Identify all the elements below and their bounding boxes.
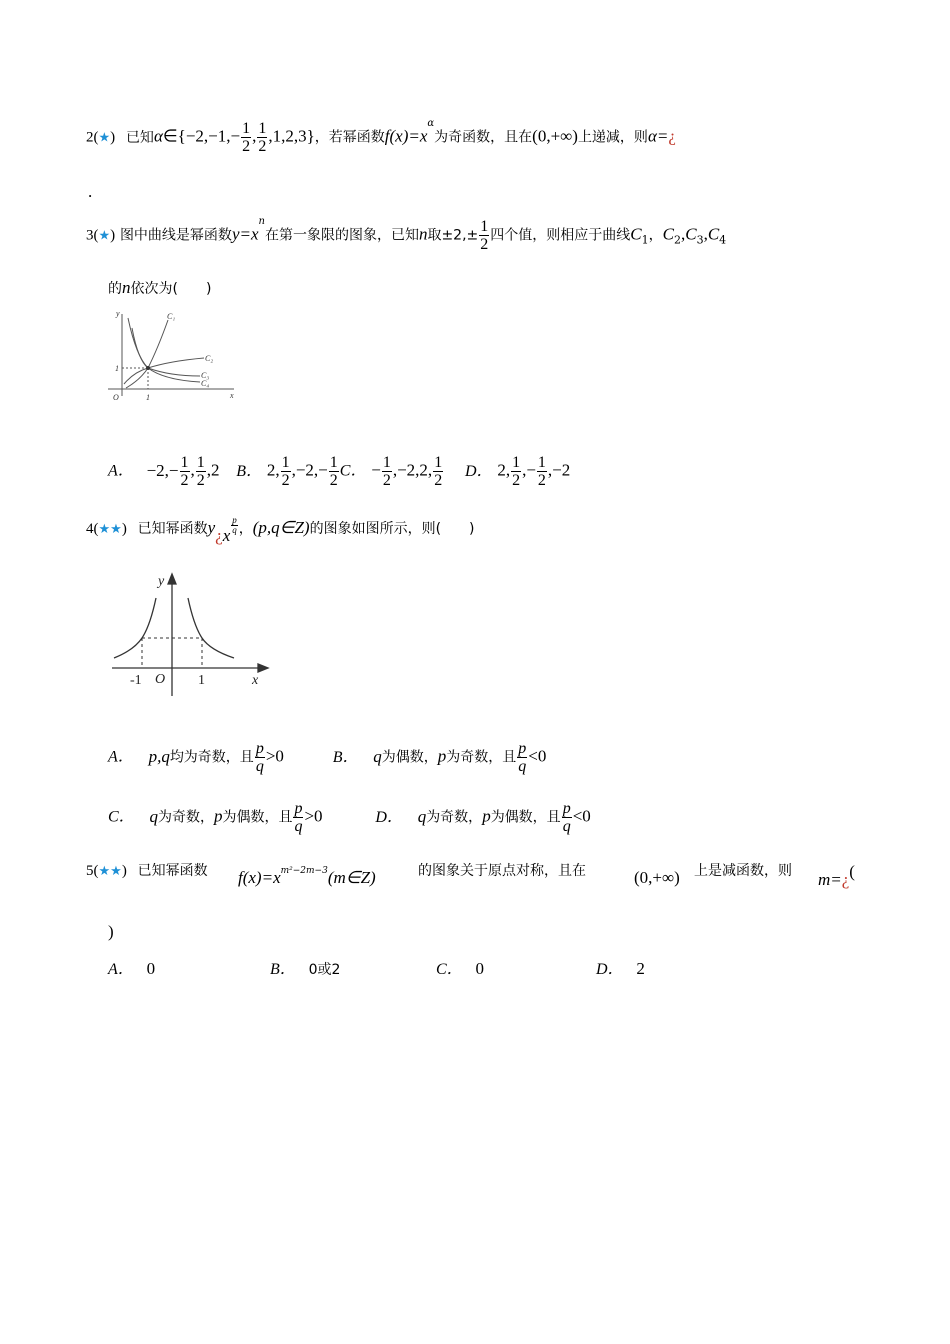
q4-difficulty-stars: ★★: [98, 522, 122, 537]
q3-line1: 3(★) 图中曲线是幂函数$y=x^n$在第一象限的图象，已知n取±2,± $\frac{1}{2}$ 四个值，则相应于曲线$C_1$，$C_2,C_3,C_4$: [86, 216, 727, 253]
q2-set-tail: ,1,2,3}: [268, 126, 315, 146]
q4-option-b-rel: <0: [528, 746, 547, 766]
q3-option-a-text1: −2,−: [146, 460, 179, 480]
q2-ask: α=: [647, 126, 669, 146]
q2-alpha: α: [153, 126, 163, 146]
q5-line1-interval: [634, 868, 680, 888]
q3-n: n: [418, 224, 428, 244]
q4-option-d-label: D．: [375, 808, 403, 826]
q5-number-close: ): [121, 863, 127, 879]
q3-option-b-frac1: $\frac{1}{2}$: [281, 454, 290, 489]
q4-number-close: ): [121, 521, 127, 537]
q2-set-start: ∈{−2,−1,−: [162, 126, 241, 146]
q3-graph-origin: O: [113, 393, 119, 402]
q3-graph: [100, 308, 240, 404]
q4-number: 4(: [86, 521, 99, 537]
q3-option-b-text1: 2,: [266, 460, 280, 480]
q3-fraction: $\frac{1}{2}$: [480, 218, 489, 253]
q4-option-c-q: q: [149, 806, 158, 826]
q2-text2: ，若幂函数: [314, 129, 385, 146]
q4-option-b-text1: 为偶数，: [381, 749, 438, 766]
q5-option-b-label: B．: [270, 961, 296, 978]
q3-option-b-frac2: $\frac{1}{2}$: [329, 454, 338, 489]
q5-number: 5(: [86, 863, 99, 879]
q4-option-d-rel: <0: [572, 806, 591, 826]
q5-line1-tail: [418, 860, 586, 880]
q3-option-d-text2: ,−: [522, 460, 536, 480]
q5-difficulty-stars: ★★: [98, 864, 122, 879]
q5-formula: [238, 868, 376, 888]
q3-text1: 图中曲线是幂函数: [119, 227, 232, 244]
q3-graph-x-label: x: [230, 391, 234, 400]
q5-option-d-value: 2: [636, 959, 645, 978]
q3-line2: [108, 278, 211, 298]
q4-option-c-rel: >0: [304, 806, 323, 826]
q3-graph-y-label: y: [116, 309, 120, 318]
q4-graph-neg-one: -1: [130, 673, 142, 688]
q4-option-a-rel: >0: [265, 746, 284, 766]
q5-line2: ): [108, 922, 114, 941]
q2-text4: 上递减，则: [577, 129, 648, 146]
q5-option-b: [270, 956, 340, 979]
q5-option-b-value: 0或2: [308, 962, 341, 978]
q5-line1-end: [694, 860, 792, 880]
q3-option-d-frac1: $\frac{1}{2}$: [512, 454, 521, 489]
q4-text2: 的图象如图所示，则( ): [309, 521, 475, 537]
q3-sep: ，: [648, 227, 663, 244]
q5-text3: 上是减函数，则: [694, 863, 792, 879]
q3-option-c-text2: ,−2,2,: [392, 460, 433, 480]
q4-sep: ，: [238, 521, 253, 537]
q4-option-b-text2: 为奇数，且: [446, 749, 517, 766]
q5-interval: (0,+∞): [634, 868, 680, 887]
q3-graph-one-y: 1: [115, 364, 119, 373]
q4-options-row2: [108, 800, 591, 835]
q3-c2: C: [662, 224, 674, 244]
q4-option-d-frac: $\frac{p}{q}$: [562, 800, 571, 835]
q5-function-exponent: m²−2m−3: [280, 866, 328, 876]
q5-ask: m=: [818, 870, 842, 889]
q4-option-a-label: A．: [108, 748, 134, 766]
q3-options: [108, 454, 570, 489]
q3-number-close: ): [110, 227, 116, 244]
q4-option-a-pq: p,q: [148, 746, 170, 766]
q3-text4: 四个值，则相应于曲线: [490, 227, 631, 244]
q3-function: y=x: [231, 224, 259, 244]
q3-option-c-frac1: $\frac{1}{2}$: [382, 454, 391, 489]
q4-option-a-text: 均为奇数，且: [169, 749, 254, 766]
q4-option-c-text1: 为奇数，: [157, 809, 214, 826]
q3-c3-sub: 3: [696, 233, 704, 247]
q5-option-a-value: 0: [146, 959, 156, 978]
q4-curve-left: [114, 598, 156, 658]
q4-option-d-q: q: [417, 806, 427, 826]
q5-function: f(x)=x: [238, 868, 281, 887]
q3-option-a-frac1: $\frac{1}{2}$: [180, 454, 189, 489]
q4-option-b-label: B．: [332, 748, 359, 766]
q4-graph-x-label: x: [252, 673, 259, 688]
q3-function-exponent: n: [258, 216, 265, 227]
q5-paren: (: [849, 862, 855, 881]
q3-option-a-text3: ,2: [206, 460, 220, 480]
q4-text1: 已知幂函数: [137, 521, 208, 537]
q3-graph-c4: C₄: [201, 379, 210, 388]
q4-graph-one: 1: [198, 673, 205, 688]
q4-condition: (p,q∈Z): [252, 518, 310, 537]
q3-option-c-frac2: $\frac{1}{2}$: [434, 454, 443, 489]
q4-curve-right: [188, 598, 234, 658]
q2-difficulty-stars: ★: [98, 130, 111, 146]
q2-comma: ,: [252, 126, 257, 146]
q3-number: 3(: [86, 227, 99, 244]
q4-option-d-text1: 为奇数，: [426, 809, 483, 826]
q3-line2-a: 的: [108, 281, 122, 297]
q3-text3: 取±2,±: [427, 227, 479, 244]
q4-option-b-q: q: [373, 746, 382, 766]
q4-x: x: [222, 526, 231, 545]
q3-difficulty-stars: ★: [98, 228, 111, 244]
q2-function-exponent: α: [427, 118, 435, 129]
q2-line1: [86, 120, 676, 155]
q3-line2-b: 依次为( ): [130, 281, 212, 297]
q5-line1-ask: [818, 862, 855, 890]
q5-option-d: [596, 956, 645, 979]
q5-line1: [86, 860, 208, 880]
q4-graph-origin: O: [155, 672, 166, 687]
q3-option-c-text1: −: [371, 460, 381, 480]
q2-number: 2(: [86, 129, 99, 146]
q4-exponent: $\frac{p}{q}$: [232, 514, 237, 535]
q2-fraction-1: $\frac{1}{2}$: [242, 120, 251, 155]
q4-option-c-label: C．: [108, 808, 135, 826]
q2-function: f(x)=x: [384, 126, 428, 146]
q3-text2: 在第一象限的图象，已知: [264, 227, 419, 244]
q5-condition: (m∈Z): [327, 868, 376, 887]
q4-y: y: [207, 518, 216, 537]
q4-graph-y-label: y: [158, 574, 165, 589]
q3-c2-sub: 2: [673, 233, 681, 247]
q4-option-d-p: p: [482, 806, 491, 826]
q3-graph-one-x: 1: [146, 393, 150, 402]
q2-number-close: ): [110, 129, 116, 146]
q3-c4: C: [707, 224, 720, 244]
q5-option-a: [108, 956, 155, 979]
q4-graph: [108, 570, 273, 700]
q3-c1: C: [630, 224, 642, 244]
q2-fraction-2: $\frac{1}{2}$: [258, 120, 267, 155]
q5-option-d-label: D．: [596, 961, 624, 978]
q3-c3: C: [685, 224, 697, 244]
q2-text3: 为奇函数，且在: [434, 129, 533, 146]
q2-text1: 已知: [125, 129, 154, 146]
q4-option-c-p: p: [213, 806, 223, 826]
q4-option-a-frac: $\frac{p}{q}$: [255, 740, 264, 775]
q3-option-b-text2: ,−2,−: [291, 460, 328, 480]
q3-option-a-frac2: $\frac{1}{2}$: [196, 454, 205, 489]
q5-option-a-label: A．: [108, 961, 134, 978]
q3-option-d-text3: ,−2: [547, 460, 571, 480]
q4-option-b-frac: $\frac{p}{q}$: [518, 740, 527, 775]
q2-trailing-dot: .: [88, 182, 93, 201]
q3-curve-c3: [132, 328, 200, 376]
q3-c1-sub: 1: [641, 233, 649, 247]
q2-interval: (0,+∞): [532, 126, 578, 146]
q2-qmark: ¿: [668, 126, 676, 146]
q3-option-d-text1: 2,: [497, 460, 511, 480]
q3-curve-c2: [124, 358, 204, 384]
q3-graph-c3: C₃: [201, 371, 210, 380]
q4-qmark: ¿: [215, 526, 223, 545]
q3-c4-sub: 4: [719, 233, 727, 247]
q3-option-d-frac2: $\frac{1}{2}$: [537, 454, 546, 489]
q4-options-row1: [108, 740, 546, 775]
q3-option-d-label: D．: [464, 462, 493, 480]
q3-option-c-label: C．: [339, 462, 367, 480]
q4-option-b-p: p: [437, 746, 447, 766]
q3-option-b-label: B．: [236, 462, 263, 480]
q5-qmark: ¿: [841, 870, 850, 889]
q5-text2: 的图象关于原点对称，且在: [418, 863, 586, 879]
q3-line2-n: n: [122, 278, 131, 297]
q4-option-c-frac: $\frac{p}{q}$: [294, 800, 303, 835]
q3-graph-c1: C₁: [167, 312, 176, 321]
q5-text1: 已知幂函数: [137, 863, 208, 879]
q3-option-a-label: A．: [108, 462, 134, 480]
q4-line1: [86, 514, 475, 545]
q3-option-a-text2: ,: [190, 460, 195, 480]
q5-option-c: [436, 956, 484, 979]
q5-option-c-label: C．: [436, 961, 463, 978]
q4-option-c-text2: 为偶数，且: [222, 809, 293, 826]
q3-graph-c2: C₂: [205, 354, 214, 363]
q5-option-c-value: 0: [475, 959, 484, 978]
q4-option-d-text2: 为偶数，且: [490, 809, 561, 826]
